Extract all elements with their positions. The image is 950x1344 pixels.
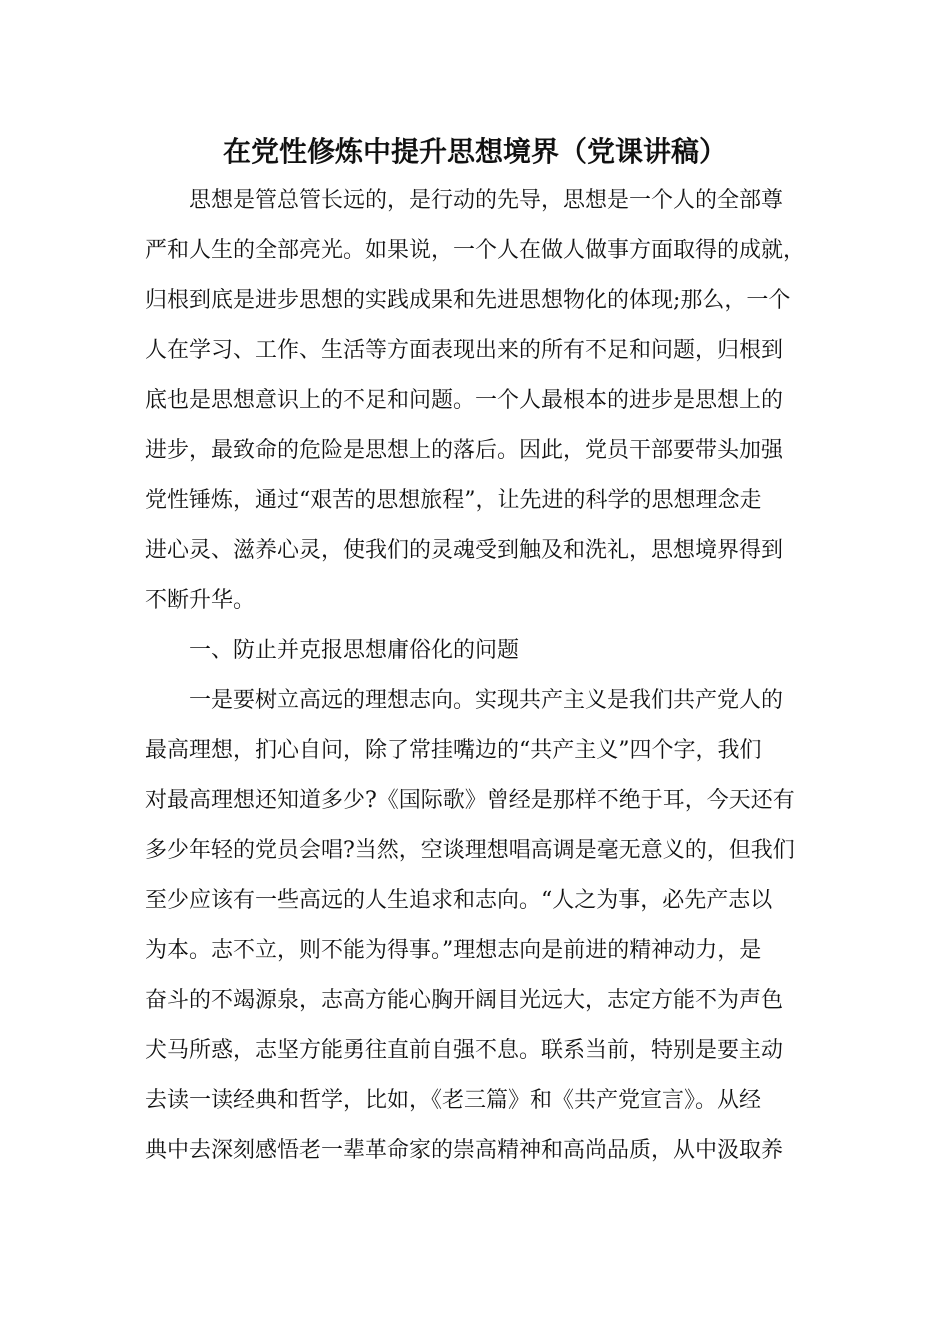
paragraph-line: 底也是思想意识上的不足和问题。一个人最根本的进步是思想上的 bbox=[145, 388, 784, 413]
document-body bbox=[145, 176, 809, 1176]
paragraph-line: 严和人生的全部亮光。如果说，一个人在做人做事方面取得的成就， bbox=[145, 238, 806, 263]
paragraph-line: 归根到底是进步思想的实践成果和先进思想物化的体现;那么，一个 bbox=[145, 288, 791, 313]
paragraph-line: 为本。志不立，则不能为得事。”理想志向是前进的精神动力，是 bbox=[145, 938, 762, 963]
paragraph-line: 去读一读经典和哲学，比如，《老三篇》和《共产党宣言》。从经 bbox=[145, 1088, 762, 1113]
paragraph-line: 犬马所惑，志坚方能勇往直前自强不息。联系当前，特别是要主动 bbox=[145, 1038, 784, 1063]
paragraph-line: 一是要树立高远的理想志向。实现共产主义是我们共产党人的 bbox=[189, 688, 784, 713]
paragraph-line: 人在学习、工作、生活等方面表现出来的所有不足和问题，归根到 bbox=[145, 338, 784, 363]
document-title: 在党性修炼中提升思想境界（党课讲稿） bbox=[222, 135, 727, 168]
paragraph-line: 进心灵、滋养心灵，使我们的灵魂受到触及和洗礼，思想境界得到 bbox=[145, 538, 784, 563]
section-heading: 一、防止并克报思想庸俗化的问题 bbox=[189, 638, 520, 663]
paragraph-line: 党性锤炼，通过“艰苦的思想旅程”，让先进的科学的思想理念走 bbox=[145, 488, 762, 513]
paragraph-line: 不断升华。 bbox=[145, 588, 256, 613]
paragraph-line: 进步，最致命的危险是思想上的落后。因此，党员干部要带头加强 bbox=[145, 438, 784, 463]
paragraph-line: 典中去深刻感悟老一辈革命家的崇高精神和高尚品质，从中汲取养 bbox=[145, 1138, 784, 1163]
paragraph-line: 奋斗的不竭源泉，志高方能心胸开阔目光远大，志定方能不为声色 bbox=[145, 988, 784, 1013]
paragraph-line: 至少应该有一些高远的人生追求和志向。“人之为事，必先产志以 bbox=[145, 888, 773, 913]
paragraph-line: 思想是管总管长远的，是行动的先导，思想是一个人的全部尊 bbox=[189, 188, 784, 213]
paragraph-line: 多少年轻的党员会唱?当然，空谈理想唱高调是毫无意义的，但我们 bbox=[145, 838, 795, 863]
paragraph-line: 对最高理想还知道多少?《国际歌》曾经是那样不绝于耳，今天还有 bbox=[145, 788, 795, 813]
paragraph-line: 最高理想，扪心自问，除了常挂嘴边的“共产主义”四个字，我们 bbox=[145, 738, 762, 763]
